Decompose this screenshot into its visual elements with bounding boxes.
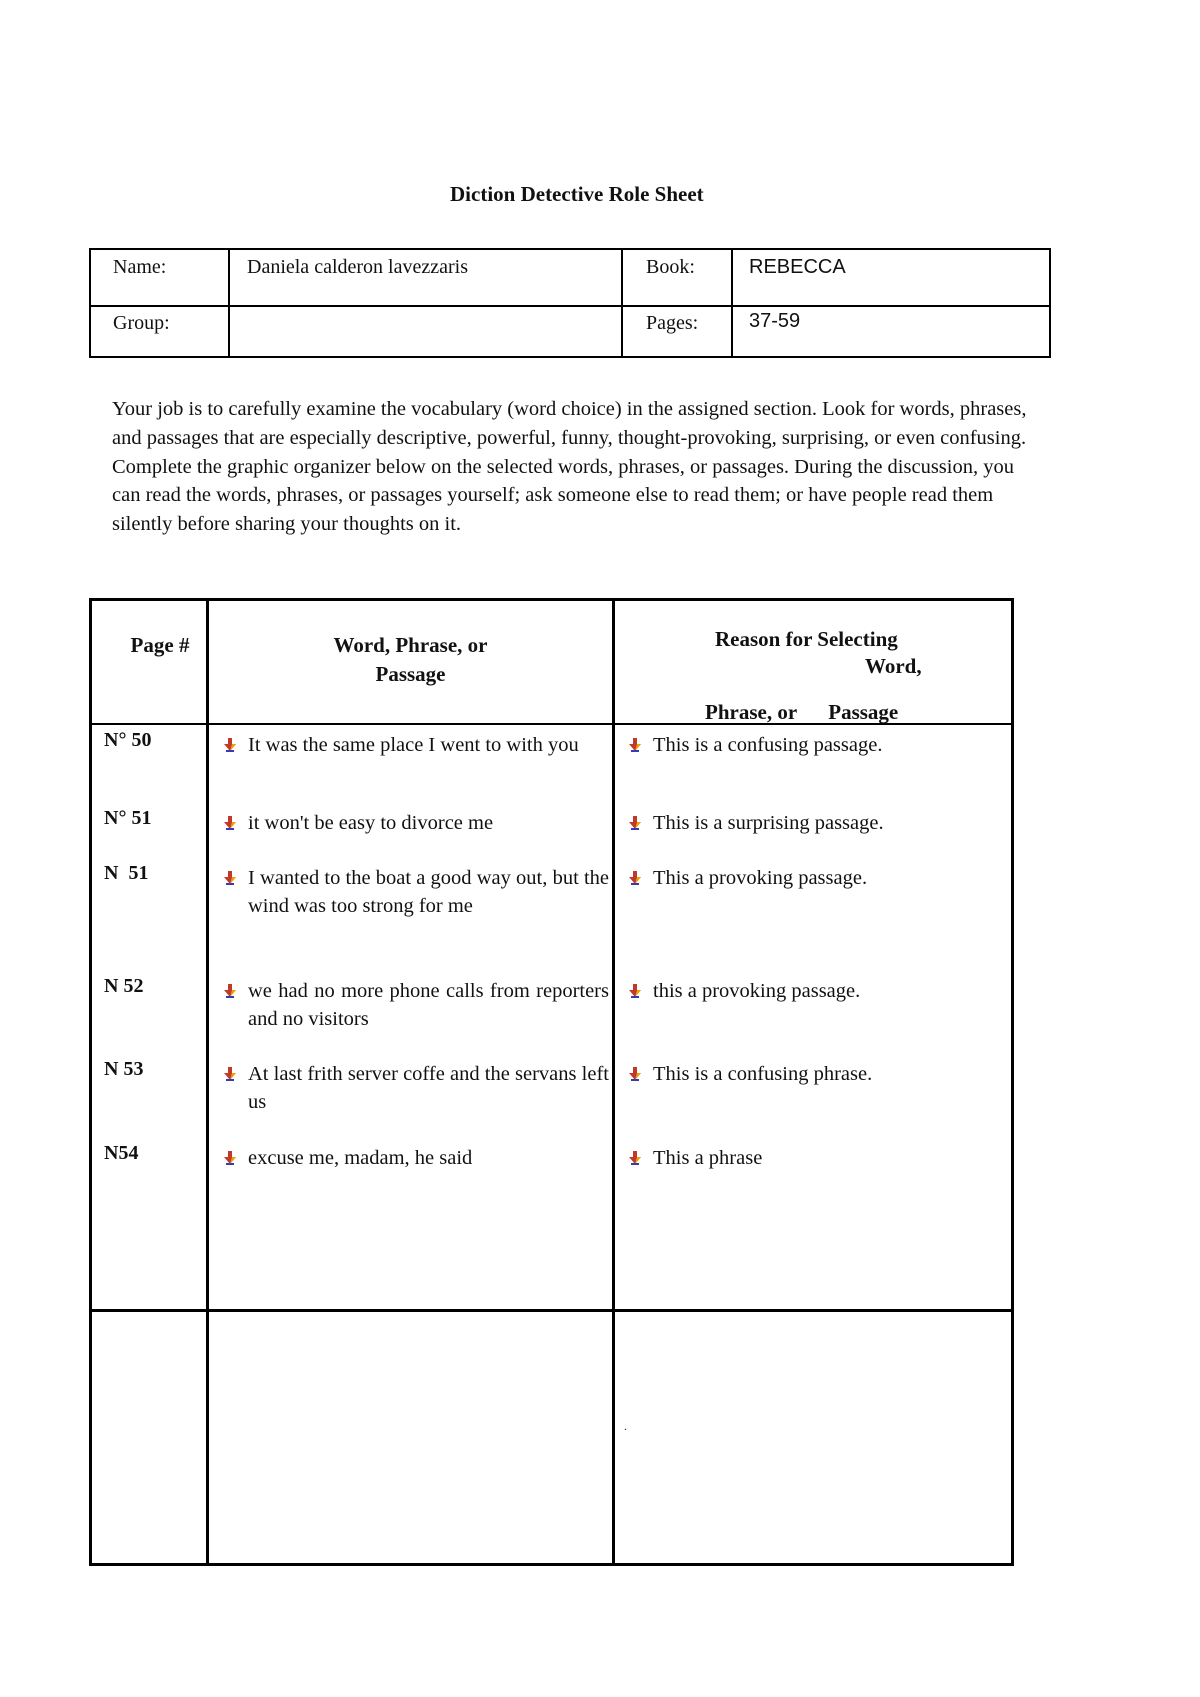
arrow-bullet-icon: [627, 1066, 643, 1082]
row-reason: This a provoking passage.: [617, 864, 1007, 892]
row-reason: This is a surprising passage.: [617, 809, 1007, 837]
divider: [621, 250, 623, 356]
divider: [228, 250, 230, 356]
row-word-phrase: I wanted to the boat a good way out, but the wind was too strong for me: [212, 864, 609, 920]
divider: [612, 601, 615, 1563]
row-reason: This is a confusing passage.: [617, 731, 1007, 759]
divider: [92, 1309, 1011, 1312]
row-reason: This is a confusing phrase.: [617, 1060, 1007, 1088]
row-page-number: N54: [104, 1142, 139, 1164]
row-word-phrase: it won't be easy to divorce me: [212, 809, 609, 837]
header-word: Word, Phrase, or Passage: [333, 633, 488, 686]
row-word-phrase: we had no more phone calls from reporters and no visitors: [212, 977, 609, 1033]
name-label: Name:: [113, 256, 167, 278]
arrow-bullet-icon: [627, 815, 643, 831]
arrow-bullet-icon: [222, 1066, 238, 1082]
row-word-phrase: It was the same place I went to with you: [212, 731, 609, 759]
row-page-number: N° 50: [104, 729, 152, 751]
row-page-number: N 52: [104, 975, 144, 997]
book-label: Book:: [646, 256, 695, 278]
row-page-number: N 53: [104, 1058, 144, 1080]
arrow-bullet-icon: [222, 870, 238, 886]
arrow-bullet-icon: [222, 983, 238, 999]
row-page-number: N 51: [104, 862, 149, 884]
arrow-bullet-icon: [222, 737, 238, 753]
arrow-bullet-icon: [627, 1150, 643, 1166]
row-word-phrase: excuse me, madam, he said: [212, 1144, 609, 1172]
arrow-bullet-icon: [627, 870, 643, 886]
arrow-bullet-icon: [222, 815, 238, 831]
divider: [731, 250, 733, 356]
info-table: [89, 248, 1051, 358]
book-value: REBECCA: [749, 256, 846, 278]
instructions: Your job is to carefully examine the vocabulary (word choice) in the assigned section. Look for words, phrases, and passages that are especially descriptive, powerful, funny, thought-provoking, surprising, or even confusing. Complete the graphic organizer below on the selected words, phrases, or passages. During the discussion, you can read the words, phrases, or passages yourself; ask someone else to read them; or have people read them silently before sharing your thoughts on it.: [112, 398, 1027, 536]
arrow-bullet-icon: [627, 983, 643, 999]
divider: [91, 305, 1049, 307]
row-reason: this a provoking passage.: [617, 977, 1007, 1005]
organizer-table: Page # Word, Phrase, or Passage Reason for Selecting Word, Phrase, or Passage N° 50 It was the same place I went to with you This is a confusing passage. N° 51 it won't be easy to divorce me This is a surprising passage. N 51 I wanted to the boat a good way out, but the wind was too strong for me This a provoking passage. N 52 we had no more phone calls from reporters and no visitors this a provoking passage. N 53 At last frith server coffe and the servans left us This is a confusing phrase. N54 excuse me, madam, he said This a phrase .: [89, 598, 1014, 1566]
row-page-number: N° 51: [104, 807, 152, 829]
name-value: Daniela calderon lavezzaris: [247, 256, 468, 278]
arrow-bullet-icon: [222, 1150, 238, 1166]
pages-value: 37-59: [749, 310, 801, 332]
header-page: Page #: [130, 633, 190, 657]
row-reason: This a phrase: [617, 1144, 1007, 1172]
pages-label: Pages:: [646, 312, 699, 334]
divider: [206, 601, 209, 1563]
empty-cell-mark: .: [624, 1419, 627, 1433]
row-word-phrase: At last frith server coffe and the servans left us: [212, 1060, 609, 1116]
arrow-bullet-icon: [627, 737, 643, 753]
group-label: Group:: [113, 312, 170, 334]
